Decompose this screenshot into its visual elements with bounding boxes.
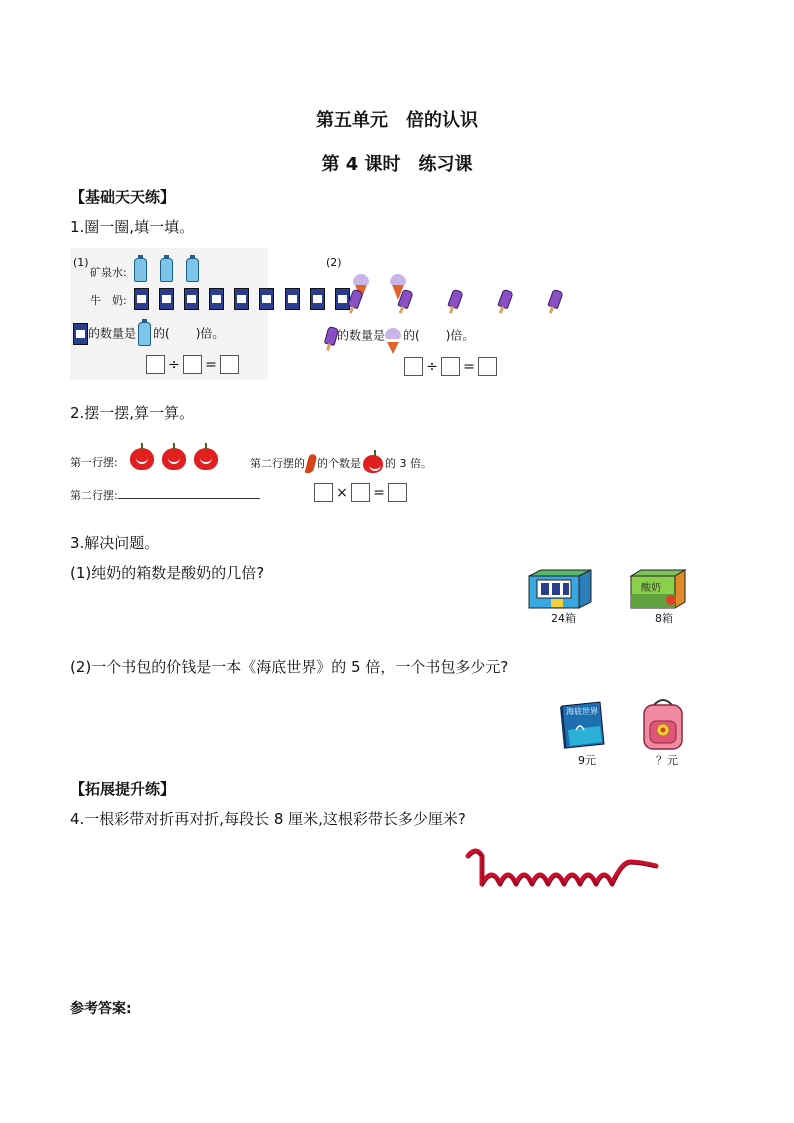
yogurt-box [625, 568, 687, 610]
page-title: 第五单元 倍的认识 [316, 110, 478, 131]
q2-row1-label: 第一行摆: [70, 456, 118, 469]
answer-box[interactable] [404, 357, 423, 376]
popsicle-icon [324, 326, 339, 346]
milk-carton-icon [234, 288, 249, 310]
water-bottle-icon [160, 258, 173, 282]
q1-part2-index: (2) [326, 256, 342, 269]
book [560, 700, 606, 750]
pepper-icon [305, 453, 318, 474]
water-bottles [134, 258, 199, 286]
answer-box[interactable] [441, 357, 460, 376]
milk-carton-icon [310, 288, 325, 310]
milk-carton-icon [73, 323, 88, 345]
yogurt-box-label: 酸奶 [641, 583, 661, 594]
milk-carton-icon [209, 288, 224, 310]
apples [130, 448, 218, 474]
q2-row2-label: 第二行摆: [70, 489, 118, 502]
answer-box[interactable] [388, 483, 407, 502]
answer-box[interactable] [314, 483, 333, 502]
answer-box[interactable] [220, 355, 239, 374]
ice-cream-icon [387, 342, 399, 354]
apple-icon [162, 448, 186, 470]
question-2: 2.摆一摆,算一算。 [70, 404, 195, 422]
ribbon-icon [464, 842, 670, 894]
milk-carton-icon [184, 288, 199, 310]
answer-box[interactable] [183, 355, 202, 374]
yogurt-caption: 8箱 [655, 612, 673, 625]
water-bottle-icon [138, 322, 151, 346]
q1-part1-panel [70, 248, 268, 380]
popsicle-icon [447, 289, 463, 310]
popsicles [350, 290, 561, 312]
apple-icon [194, 448, 218, 470]
book-label: 海底世界 [566, 707, 598, 716]
answer-box[interactable] [146, 355, 165, 374]
popsicle-icon [397, 289, 413, 310]
q2-panel [70, 446, 462, 506]
question-3: 3.解决问题。 [70, 534, 160, 552]
apple-icon [130, 448, 154, 470]
page-subtitle: 第 4 课时 练习课 [321, 154, 473, 175]
milk-carton-icon [159, 288, 174, 310]
schoolbag-caption: ？元 [656, 754, 678, 767]
pure-milk-box-icon [527, 568, 593, 610]
milk-carton-icon [134, 288, 149, 310]
q1-part1-equation: ÷ = [146, 354, 239, 374]
milk-carton-icon [259, 288, 274, 310]
milk-cartons [134, 288, 350, 314]
q1-row2-label: 牛 奶: [90, 294, 127, 307]
answer-box[interactable] [351, 483, 370, 502]
section-basic: 【基础天天练】 [70, 188, 176, 206]
answers-heading: 参考答案: [70, 1001, 132, 1017]
popsicle-icon [347, 289, 363, 310]
q1-row1-label: 矿泉水: [90, 266, 127, 279]
pure-milk-caption: 24箱 [551, 612, 576, 625]
question-3-2: (2)一个书包的价钱是一本《海底世界》的 5 倍，一个书包多少元? [70, 658, 509, 676]
schoolbag-icon [640, 697, 686, 751]
q2-row2-blank[interactable] [118, 486, 260, 499]
pure-milk-box [527, 568, 593, 610]
q1-part1-statement: 的数量是 的( )倍。 [73, 322, 224, 346]
apple-icon [363, 455, 383, 473]
book-caption: 9元 [578, 754, 596, 767]
q2-statement: 第二行摆的 的个数是 的 3 倍。 [250, 454, 432, 474]
q2-equation: × = [314, 482, 407, 502]
q1-part2-equation: ÷ = [404, 356, 497, 376]
question-1: 1.圈一圈,填一填。 [70, 218, 195, 236]
question-3-1: (1)纯奶的箱数是酸奶的几倍? [70, 564, 265, 582]
water-bottle-icon [186, 258, 199, 282]
q1-part1-index: (1) [73, 256, 89, 269]
q1-part2-panel [324, 254, 540, 380]
popsicle-icon [548, 289, 564, 310]
water-bottle-icon [134, 258, 147, 282]
section-extend: 【拓展提升练】 [70, 780, 176, 798]
answer-box[interactable] [478, 357, 497, 376]
question-4: 4.一根彩带对折再对折,每段长 8 厘米,这根彩带长多少厘米? [70, 810, 466, 828]
milk-carton-icon [285, 288, 300, 310]
ribbon [464, 842, 670, 894]
schoolbag [640, 697, 686, 751]
q2-row2 [70, 486, 260, 503]
popsicle-icon [498, 289, 514, 310]
q1-part2-statement: 的数量是 的( )倍。 [326, 326, 474, 346]
